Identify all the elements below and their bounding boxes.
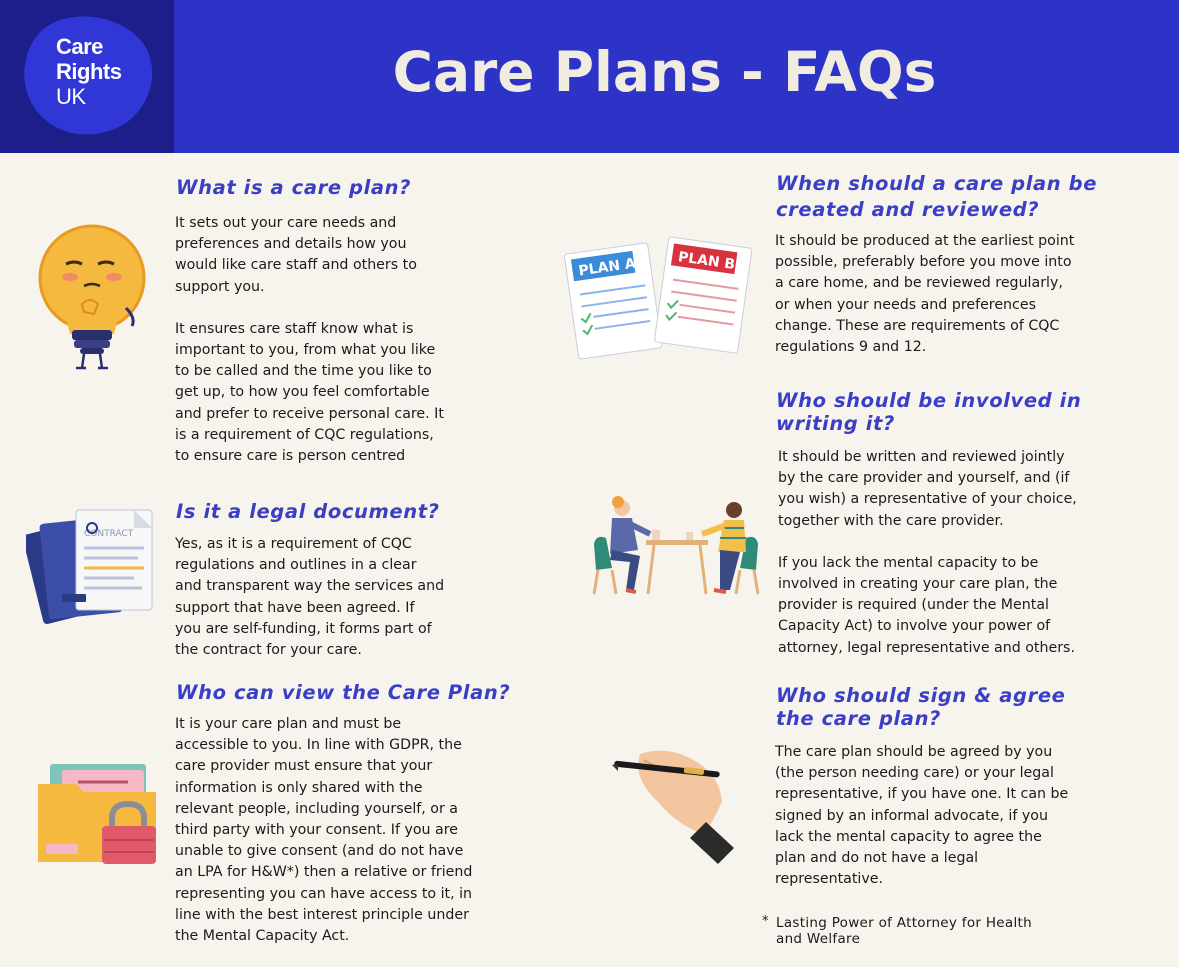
answer-line: information is only shared with the xyxy=(175,779,423,796)
answer-line: support you. xyxy=(175,278,265,295)
answer-line: to ensure care is person centred xyxy=(175,448,406,465)
question-line: created and reviewed? xyxy=(776,198,1040,221)
answer-line: It should be produced at the earliest point xyxy=(775,233,1075,249)
answer-line: Capacity Act) to involve your power of xyxy=(778,618,1051,635)
answer-line: It is your care plan and must be xyxy=(175,716,402,732)
answer-line: provider is required (under the Mental xyxy=(778,597,1049,614)
answer-line: or when your needs and preferences xyxy=(775,296,1036,313)
faq-answer-who-can-view xyxy=(175,714,472,947)
answer-line: the contract for your care. xyxy=(175,642,362,659)
locked-folder-icon xyxy=(36,762,160,866)
footnote-line: Lasting Power of Attorney for Health xyxy=(776,915,1032,931)
plan-a-label: PLAN A xyxy=(577,255,637,280)
answer-line: support that have been agreed. If xyxy=(175,599,415,616)
answer-line: preferences and details how you xyxy=(175,236,407,253)
question-line: What is a care plan? xyxy=(176,176,412,199)
answer-line: representative, if you have one. It can be xyxy=(775,786,1069,803)
answer-line: get up, to how you feel comfortable xyxy=(175,384,430,401)
faq-answer-who-signs xyxy=(775,742,1068,890)
faq-answer-who-involved xyxy=(778,447,1077,659)
answer-line: possible, preferably before you move into xyxy=(775,254,1072,271)
answer-line: a care home, and be reviewed regularly, xyxy=(775,275,1063,292)
answer-line: representing you can have access to it, in xyxy=(175,885,473,902)
answer-line: third party with your consent. If you are xyxy=(175,822,458,839)
answer-line: and transparent way the services and xyxy=(175,578,445,595)
answer-line: you wish) a representative of your choice, xyxy=(778,491,1077,508)
answer-line: It should be written and reviewed jointly xyxy=(778,449,1065,465)
plan-documents-icon xyxy=(563,236,757,360)
answer-line: is a requirement of CQC regulations, xyxy=(175,426,434,443)
answer-line: Yes, as it is a requirement of CQC xyxy=(175,536,412,552)
people-meeting-icon xyxy=(590,494,762,598)
answer-line: signed by an informal advocate, if you xyxy=(775,807,1048,824)
answer-line: care provider must ensure that your xyxy=(175,758,433,775)
faq-answer-what-is-care-plan xyxy=(175,213,444,467)
answer-line: you are self-funding, it forms part of xyxy=(175,620,432,637)
answer-line: (the person needing care) or your legal xyxy=(775,765,1054,782)
answer-line: important to you, from what you like xyxy=(175,342,436,359)
footnote-marker: * xyxy=(762,914,769,929)
lightbulb-icon xyxy=(36,222,152,374)
answer-line: attorney, legal representative and others. xyxy=(778,639,1075,656)
answer-line: The care plan should be agreed by you xyxy=(775,744,1053,760)
answer-line: It ensures care staff know what is xyxy=(175,320,414,337)
answer-line: accessible to you. In line with GDPR, the xyxy=(175,737,462,754)
logo xyxy=(0,0,174,153)
answer-line: an LPA for H&W*) then a relative or friend xyxy=(175,864,473,881)
answer-line: change. These are requirements of CQC xyxy=(775,317,1060,334)
answer-line: involved in creating your care plan, the xyxy=(778,576,1058,593)
answer-line: It sets out your care needs and xyxy=(175,215,397,231)
answer-line: line with the best interest principle under xyxy=(175,906,469,923)
answer-line: lack the mental capacity to agree the xyxy=(775,828,1042,845)
faq-question-who-involved xyxy=(776,389,1081,435)
logo-line: UK xyxy=(56,84,86,109)
faq-question-what-is-care-plan xyxy=(176,175,411,201)
question-line: Is it a legal document? xyxy=(176,500,440,523)
question-line: Who should be involved in xyxy=(776,389,1082,412)
answer-line: representative. xyxy=(775,871,884,888)
logo-line: Care xyxy=(56,34,103,59)
contract-icon xyxy=(26,502,160,628)
answer-line: would like care staff and others to xyxy=(175,257,417,274)
answer-line: If you lack the mental capacity to be xyxy=(778,554,1039,571)
logo-wordmark xyxy=(56,34,121,109)
question-line: writing it? xyxy=(776,412,895,435)
answer-line: the Mental Capacity Act. xyxy=(175,928,350,945)
answer-line: relevant people, including yourself, or a xyxy=(175,800,459,817)
answer-line: unable to give consent (and do not have xyxy=(175,843,464,860)
answer-line: and prefer to receive personal care. It xyxy=(175,405,444,422)
logo-line: Rights xyxy=(56,59,122,84)
answer-line: to be called and the time you like to xyxy=(175,363,432,380)
contract-label: CONTRACT xyxy=(84,529,134,539)
signing-pen-icon xyxy=(610,738,750,868)
question-line: Who should sign & agree xyxy=(776,684,1066,707)
faq-question-when-created xyxy=(776,171,1097,223)
answer-line: by the care provider and yourself, and (if xyxy=(778,470,1070,487)
question-line: When should a care plan be xyxy=(776,172,1098,195)
answer-line: regulations and outlines in a clear xyxy=(175,557,417,574)
question-line: Who can view the Care Plan? xyxy=(176,681,511,704)
page-title: Care Plans - FAQs xyxy=(392,40,937,104)
faq-answer-when-created xyxy=(775,231,1074,358)
plan-b-label: PLAN B xyxy=(677,249,737,274)
answer-line: plan and do not have a legal xyxy=(775,850,979,867)
faq-question-who-signs xyxy=(776,684,1065,730)
footnote-line: and Welfare xyxy=(776,931,861,947)
answer-line: regulations 9 and 12. xyxy=(775,339,927,356)
faq-question-who-can-view xyxy=(176,680,510,706)
faq-question-legal-document xyxy=(176,499,440,525)
answer-line: together with the care provider. xyxy=(778,512,1004,529)
header-banner xyxy=(0,0,1179,153)
question-line: the care plan? xyxy=(776,707,941,730)
faq-answer-legal-document xyxy=(175,534,444,661)
footnote xyxy=(776,915,1032,947)
